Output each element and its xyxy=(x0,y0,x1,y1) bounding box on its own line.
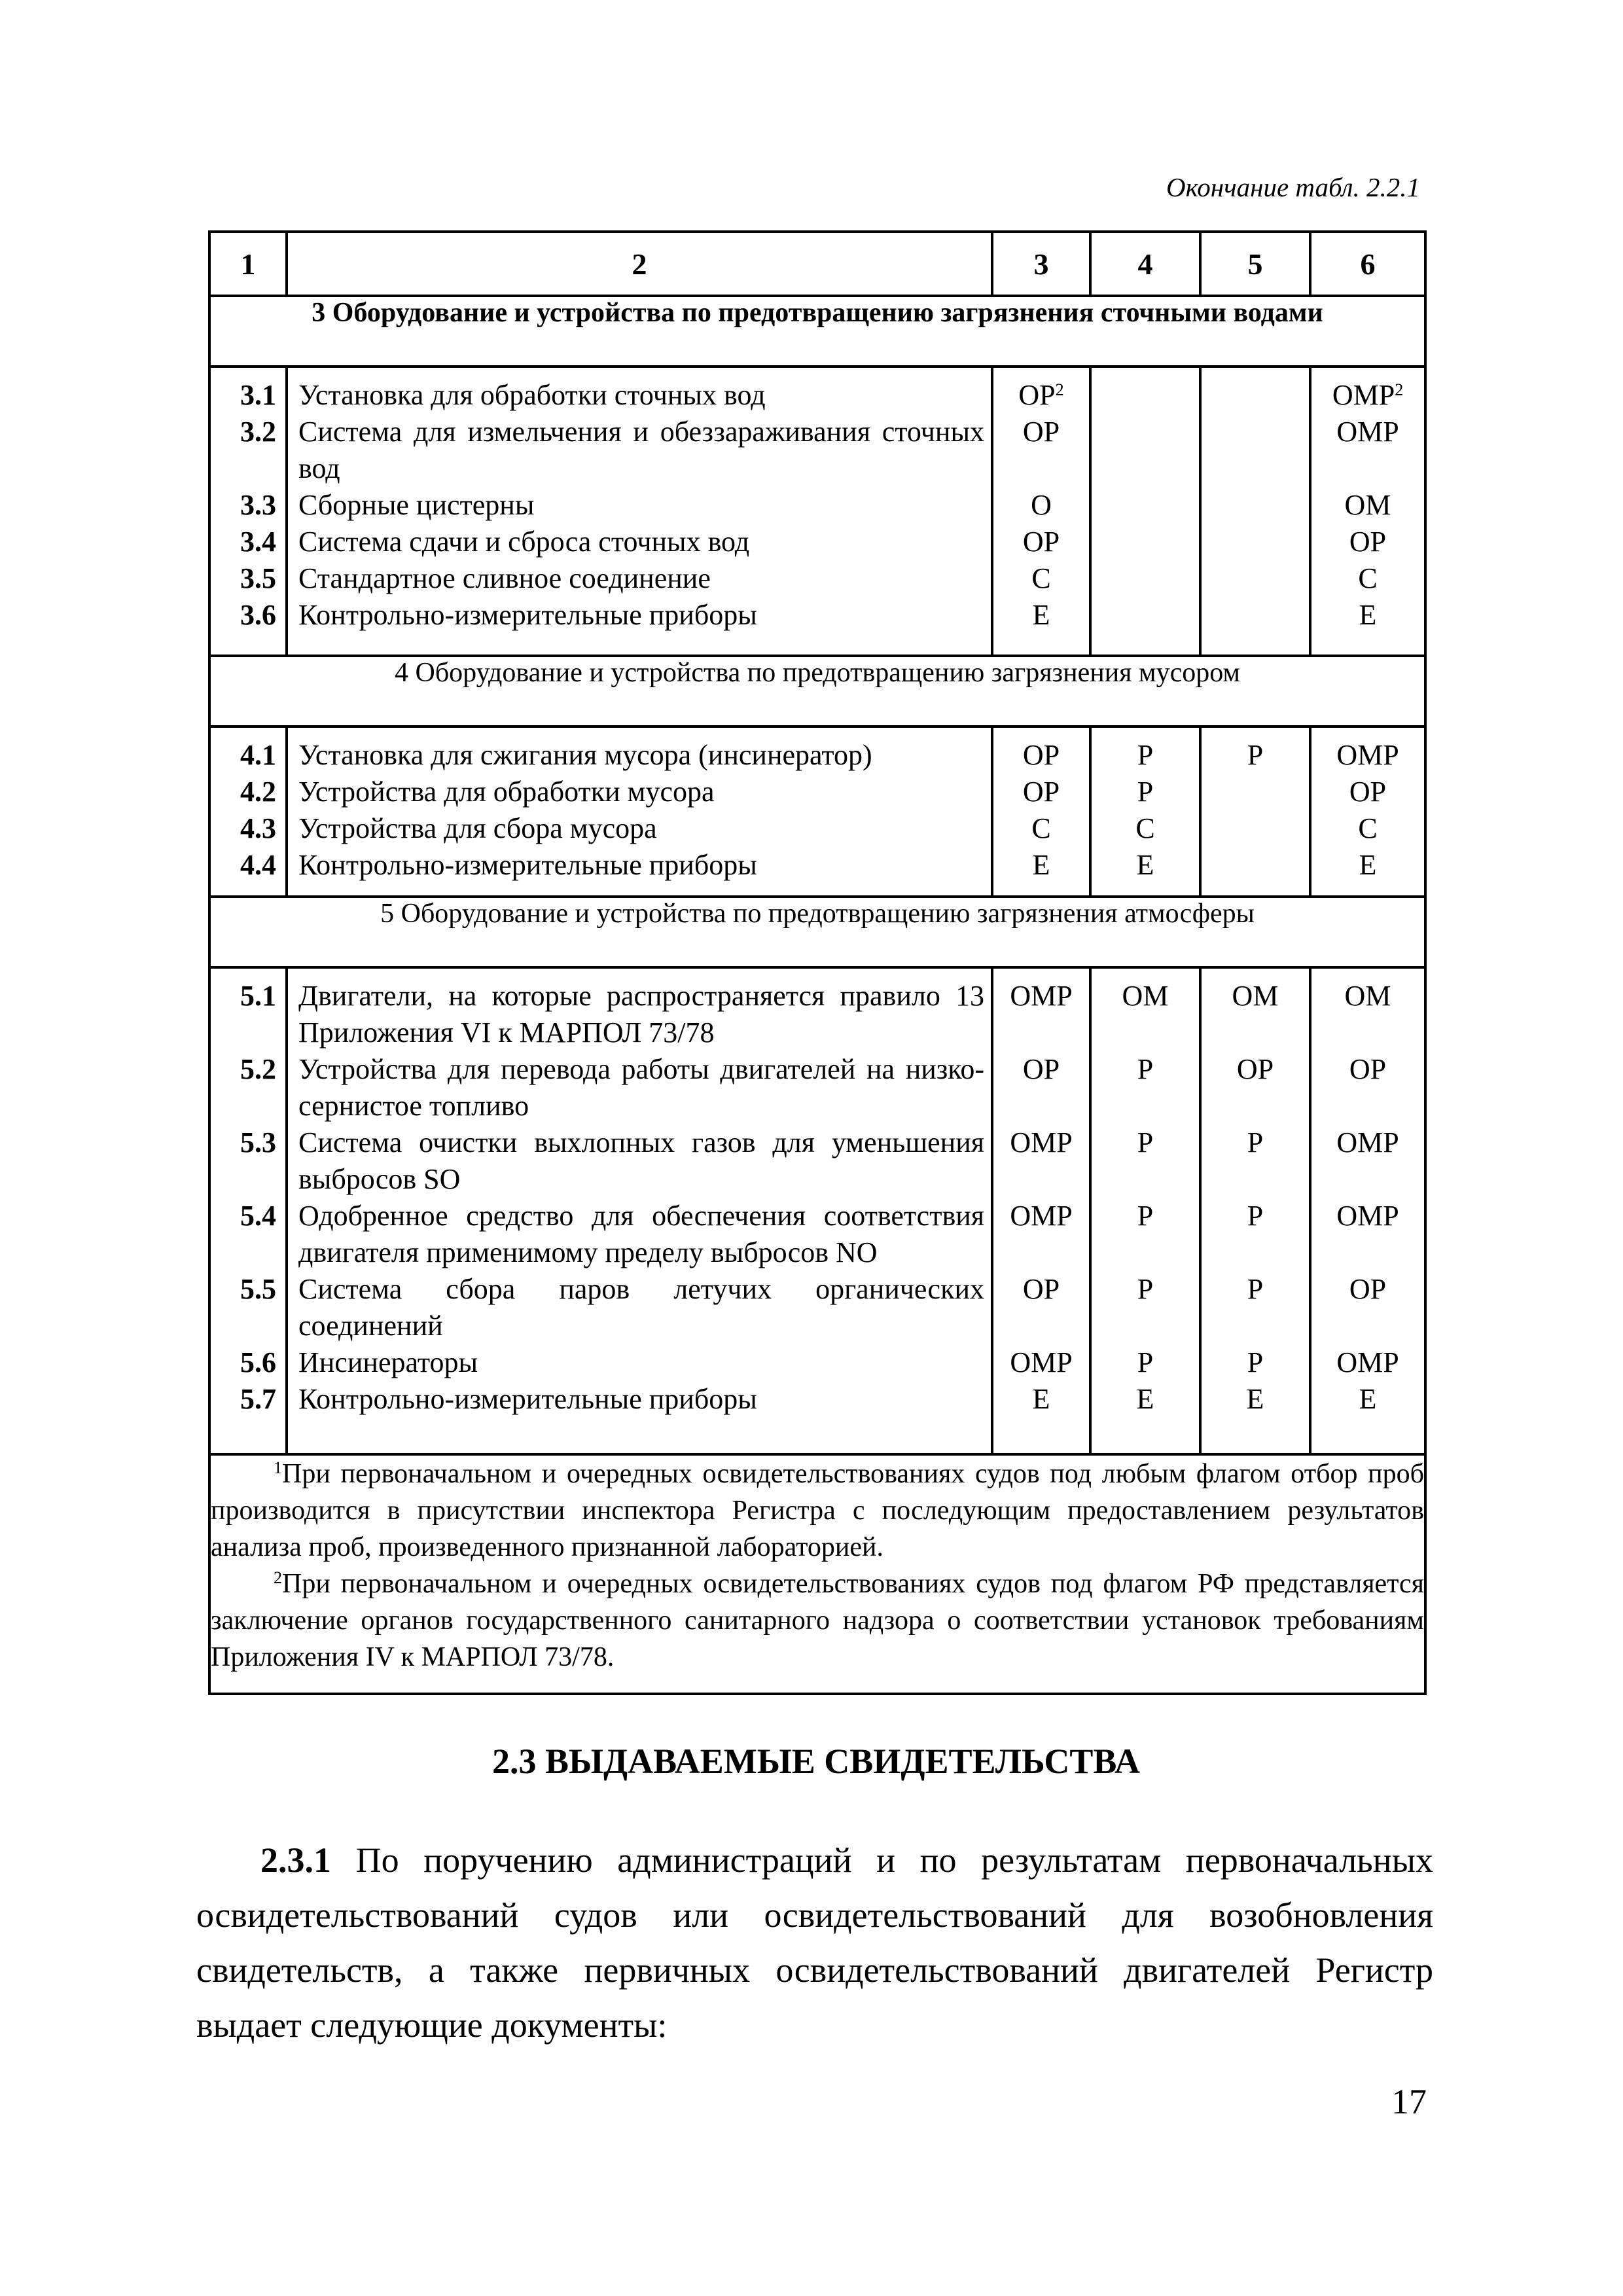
section-body xyxy=(209,967,1425,1454)
col4-codes xyxy=(1090,726,1200,897)
code-cell: ОР xyxy=(1349,775,1387,808)
row-number: 3.5 xyxy=(240,562,276,594)
table-continuation-caption: Окончание табл. 2.2.1 xyxy=(1166,172,1420,202)
col3-codes xyxy=(992,967,1090,1454)
col4-codes xyxy=(1090,367,1200,656)
code-cell: ОМР xyxy=(1010,980,1073,1013)
col5-codes xyxy=(1200,726,1310,897)
code-cell: ОР xyxy=(1022,1273,1060,1306)
row-description: Контрольно-измерительные приборы xyxy=(298,599,757,631)
code-cell: Р xyxy=(1247,1346,1264,1379)
row-description: Установка для обработки сточных вод xyxy=(298,379,766,411)
section-title: 5 Оборудование и устройства по предотвращению загрязнения атмосферы xyxy=(209,897,1425,967)
code-cell: Е xyxy=(1032,599,1050,631)
code-cell: Е xyxy=(1136,1383,1154,1416)
code-cell: ОМ xyxy=(1232,980,1279,1013)
col3-codes xyxy=(992,367,1090,656)
code-cell: Е xyxy=(1359,848,1377,881)
code-cell: С xyxy=(1031,562,1051,594)
footnote: $^2$При первоначальном и очередных освидетельствованиях судов под флагом РФ представляется заключение органов государственного санитарного надзора о соответствии установок требованиям Приложения IV к МАРПОЛ 73/78. xyxy=(211,1568,1424,1672)
page-number: 17 xyxy=(1391,2082,1427,2121)
code-cell: Р xyxy=(1137,1346,1154,1379)
row-description: Устройства для сбора мусора xyxy=(298,812,657,844)
row-number: 4.4 xyxy=(240,848,276,881)
code-cell: ОР xyxy=(1022,775,1060,808)
row-number: 3.2 xyxy=(240,416,276,448)
code-cell: ОМ xyxy=(1122,980,1169,1013)
row-number: 5.4 xyxy=(240,1200,276,1232)
section-title-row xyxy=(209,656,1425,726)
row-description: Установка для сжигания мусора (инсинератор) xyxy=(298,738,872,771)
row-description: Инсинераторы xyxy=(298,1346,478,1379)
code-cell: ОМР xyxy=(1336,416,1399,448)
row-description: Контрольно-измерительные приборы xyxy=(298,848,757,881)
code-cell: Е xyxy=(1359,599,1377,631)
code-cell: С xyxy=(1031,812,1051,844)
row-number: 5.7 xyxy=(240,1383,276,1416)
column-header: 3 xyxy=(992,232,1090,296)
column-header: 1 xyxy=(209,232,287,296)
code-cell: ОР xyxy=(1022,738,1060,771)
code-cell: Е xyxy=(1359,1383,1377,1416)
code-cell: ОР xyxy=(1022,526,1060,558)
code-cell: С xyxy=(1358,562,1378,594)
code-cell: Е xyxy=(1032,1383,1050,1416)
row-numbers xyxy=(209,967,287,1454)
row-number: 5.1 xyxy=(240,980,276,1013)
section-body xyxy=(209,367,1425,656)
code-cell: ОР xyxy=(1022,1053,1060,1086)
row-description: Устройства для обработки мусора xyxy=(298,775,715,808)
code-cell: Р xyxy=(1247,1126,1264,1159)
col5-codes xyxy=(1200,367,1310,656)
row-description: Система для измельчения и обеззараживания сточных вод xyxy=(298,416,984,484)
column-header: 4 xyxy=(1090,232,1200,296)
row-number: 5.3 xyxy=(240,1126,276,1159)
row-number: 3.1 xyxy=(240,379,276,411)
code-cell: ОМР xyxy=(1010,1346,1073,1379)
code-cell: Р xyxy=(1137,1053,1154,1086)
code-cell: Р xyxy=(1137,775,1154,808)
code-cell: ОМР xyxy=(1336,738,1399,771)
code-cell: Р xyxy=(1137,738,1154,771)
col6-codes xyxy=(1310,726,1425,897)
code-cell: Р xyxy=(1247,738,1264,771)
col6-codes xyxy=(1310,367,1425,656)
row-number: 4.2 xyxy=(240,775,276,808)
code-cell: Р xyxy=(1247,1200,1264,1232)
row-number: 5.2 xyxy=(240,1053,276,1086)
row-description: Одобренное средство для обеспечения соответствия двигателя применимому пределу выбросов NO xyxy=(298,1200,984,1269)
code-cell: Р xyxy=(1137,1200,1154,1232)
code-cell: Р xyxy=(1137,1126,1154,1159)
section-title: 3 Оборудование и устройства по предотвращению загрязнения сточными водами xyxy=(209,296,1425,367)
row-description: Стандартное сливное соединение xyxy=(298,562,711,594)
section-body xyxy=(209,726,1425,897)
col6-codes xyxy=(1310,967,1425,1454)
row-number: 3.3 xyxy=(240,489,276,521)
code-cell: ОР xyxy=(1236,1053,1274,1086)
row-descriptions xyxy=(287,367,992,656)
code-cell: Р xyxy=(1247,1273,1264,1306)
row-numbers xyxy=(209,726,287,897)
col3-codes xyxy=(992,726,1090,897)
table-header-row xyxy=(209,232,1425,296)
row-number: 4.3 xyxy=(240,812,276,844)
table-notes-row xyxy=(209,1454,1425,1694)
row-description: Контрольно-измерительные приборы xyxy=(298,1383,757,1416)
col5-codes xyxy=(1200,967,1310,1454)
body-paragraph xyxy=(196,1833,1433,2053)
code-cell: С xyxy=(1135,812,1155,844)
row-number: 5.5 xyxy=(240,1273,276,1306)
code-cell: С xyxy=(1358,812,1378,844)
code-cell: ОР xyxy=(1349,1273,1387,1306)
row-number: 4.1 xyxy=(240,738,276,771)
code-cell: ОР xyxy=(1022,416,1060,448)
column-header: 6 xyxy=(1310,232,1425,296)
section-title-row xyxy=(209,296,1425,367)
row-descriptions xyxy=(287,967,992,1454)
footnote: $^1$При первоначальном и очередных освидетельствованиях судов под любым флагом отбор проб производится в присутствии инспектора Регистра с последующим предоставлением результатов анализа проб, произведенного признанной лабораторией. xyxy=(211,1458,1424,1562)
code-cell: Е xyxy=(1136,848,1154,881)
code-cell: ОМ xyxy=(1344,489,1391,521)
code-cell: Е xyxy=(1246,1383,1264,1416)
row-number: 3.6 xyxy=(240,599,276,631)
row-description: Система сдачи и сброса сточных вод xyxy=(298,526,750,558)
row-number: 3.4 xyxy=(240,526,276,558)
section-heading: 2.3 ВЫДАВАЕМЫЕ СВИДЕТЕЛЬСТВА xyxy=(491,1742,1141,1781)
row-number: 5.6 xyxy=(240,1346,276,1379)
code-cell: Р xyxy=(1137,1273,1154,1306)
code-cell: ОМР xyxy=(1336,1346,1399,1379)
code-cell: ОМР$^2$ xyxy=(1332,379,1404,411)
code-cell: ОМ xyxy=(1344,980,1391,1013)
paragraph-number: 2.3.1 xyxy=(260,1840,331,1880)
row-description: Система сбора паров летучих органических соединений xyxy=(298,1273,984,1342)
code-cell: ОР xyxy=(1349,526,1387,558)
code-cell: ОМР xyxy=(1010,1126,1073,1159)
code-cell: ОМР xyxy=(1336,1126,1399,1159)
code-cell: $ОР^2$ xyxy=(1018,379,1064,411)
row-description: Система очистки выхлопных газов для уменьшения выбросов SO xyxy=(298,1126,984,1196)
paragraph-text: По поручению администраций и по результатам первоначальных освидетельствований судов или освидетельствований для возобновления свидетельств, а также первичных освидетельствований двигателей Регистр выдает следующие документы: xyxy=(196,1840,1433,2045)
row-description: Сборные цистерны xyxy=(298,489,535,521)
section-title: 4 Оборудование и устройства по предотвращению загрязнения мусором xyxy=(209,656,1425,726)
code-cell: ОМР xyxy=(1010,1200,1073,1232)
col4-codes xyxy=(1090,967,1200,1454)
row-description: Устройства для перевода работы двигателей на низко-сернистое топливо xyxy=(298,1053,984,1122)
row-descriptions xyxy=(287,726,992,897)
code-cell: ОМР xyxy=(1336,1200,1399,1232)
table-notes xyxy=(209,1454,1425,1694)
section-title-row xyxy=(209,897,1425,967)
row-numbers xyxy=(209,367,287,656)
code-cell: Е xyxy=(1032,848,1050,881)
equipment-table xyxy=(208,230,1427,1695)
code-cell: О xyxy=(1031,489,1052,521)
code-cell: ОР xyxy=(1349,1053,1387,1086)
row-description: Двигатели, на которые распространяется правило 13 Приложения VI к МАРПОЛ 73/78 xyxy=(298,980,984,1049)
column-header: 5 xyxy=(1200,232,1310,296)
column-header: 2 xyxy=(287,232,992,296)
